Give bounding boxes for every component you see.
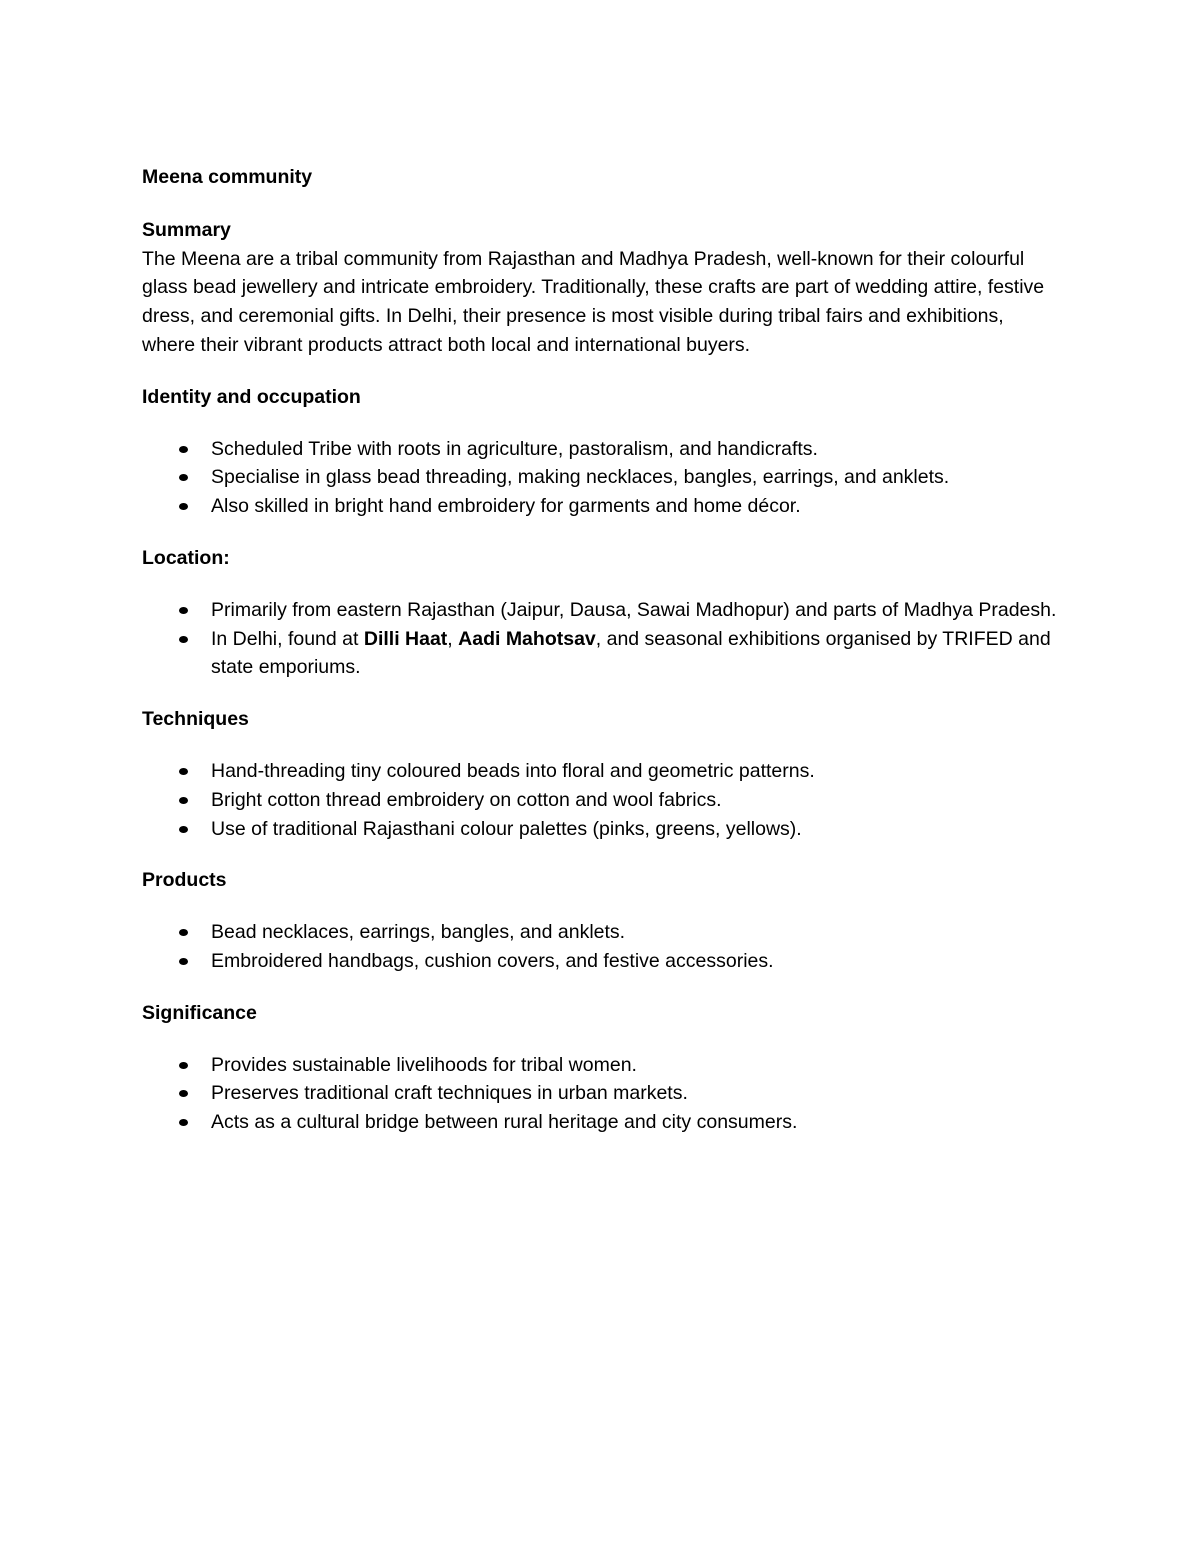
document-page — [142, 163, 1062, 1137]
list-item: Also skilled in bright hand embroidery for garments and home décor. — [142, 492, 1062, 521]
summary-heading: Summary — [142, 218, 231, 241]
location-list — [142, 596, 1062, 682]
bullet-icon — [179, 1062, 188, 1069]
list-item: In Delhi, found at Dilli Haat, Aadi Mahotsav, and seasonal exhibitions organised by TRIFED and state emporiums. — [142, 625, 1062, 683]
list-item: Specialise in glass bead threading, making necklaces, bangles, earrings, and anklets. — [142, 463, 1062, 492]
aadi-mahotsav-text: Aadi Mahotsav — [458, 627, 596, 650]
bullet-icon — [179, 1090, 188, 1097]
significance-heading: Significance — [142, 1001, 257, 1024]
techniques-heading: Techniques — [142, 708, 249, 731]
bullet-icon — [179, 1119, 188, 1126]
list-item: Scheduled Tribe with roots in agriculture, pastoralism, and handicrafts. — [142, 435, 1062, 464]
list-item: Bead necklaces, earrings, bangles, and anklets. — [142, 918, 1062, 947]
summary-text: The Meena are a tribal community from Rajasthan and Madhya Pradesh, well-known for their colourful glass bead jewellery and intricate embroidery. Traditionally, these crafts are part of wedding attire, festive dress, and ceremonial gifts. In Delhi, their presence is most visible during tribal fairs and exhibitions, where their vibrant products attract both local and international buyers. — [142, 247, 1045, 356]
list-item: Hand-threading tiny coloured beads into floral and geometric patterns. — [142, 757, 1062, 786]
list-item: Embroidered handbags, cushion covers, and festive accessories. — [142, 947, 1062, 976]
products-heading: Products — [142, 869, 227, 892]
bullet-icon — [179, 474, 188, 481]
bullet-icon — [179, 768, 188, 775]
location-heading: Location: — [142, 546, 230, 569]
document-title: Meena community — [142, 166, 313, 188]
bullet-icon — [179, 958, 188, 965]
bullet-icon — [179, 607, 188, 614]
identity-heading: Identity and occupation — [142, 385, 361, 408]
list-item: Use of traditional Rajasthani colour palettes (pinks, greens, yellows). — [142, 815, 1062, 844]
bullet-icon — [179, 503, 188, 510]
products-list — [142, 918, 1062, 976]
bullet-icon — [179, 797, 188, 804]
significance-list — [142, 1051, 1062, 1137]
list-item: Primarily from eastern Rajasthan (Jaipur, Dausa, Sawai Madhopur) and parts of Madhya Pradesh. — [142, 596, 1062, 625]
identity-list — [142, 435, 1062, 521]
bullet-icon — [179, 446, 188, 453]
list-item: Preserves traditional craft techniques in urban markets. — [142, 1079, 1062, 1108]
list-item: Bright cotton thread embroidery on cotton and wool fabrics. — [142, 786, 1062, 815]
bullet-icon — [179, 636, 188, 643]
bullet-icon — [179, 929, 188, 936]
list-item: Provides sustainable livelihoods for tribal women. — [142, 1051, 1062, 1080]
list-item: Acts as a cultural bridge between rural heritage and city consumers. — [142, 1108, 1062, 1137]
dilli-haat-text: Dilli Haat — [363, 627, 448, 650]
techniques-list — [142, 757, 1062, 843]
bullet-icon — [179, 826, 188, 833]
